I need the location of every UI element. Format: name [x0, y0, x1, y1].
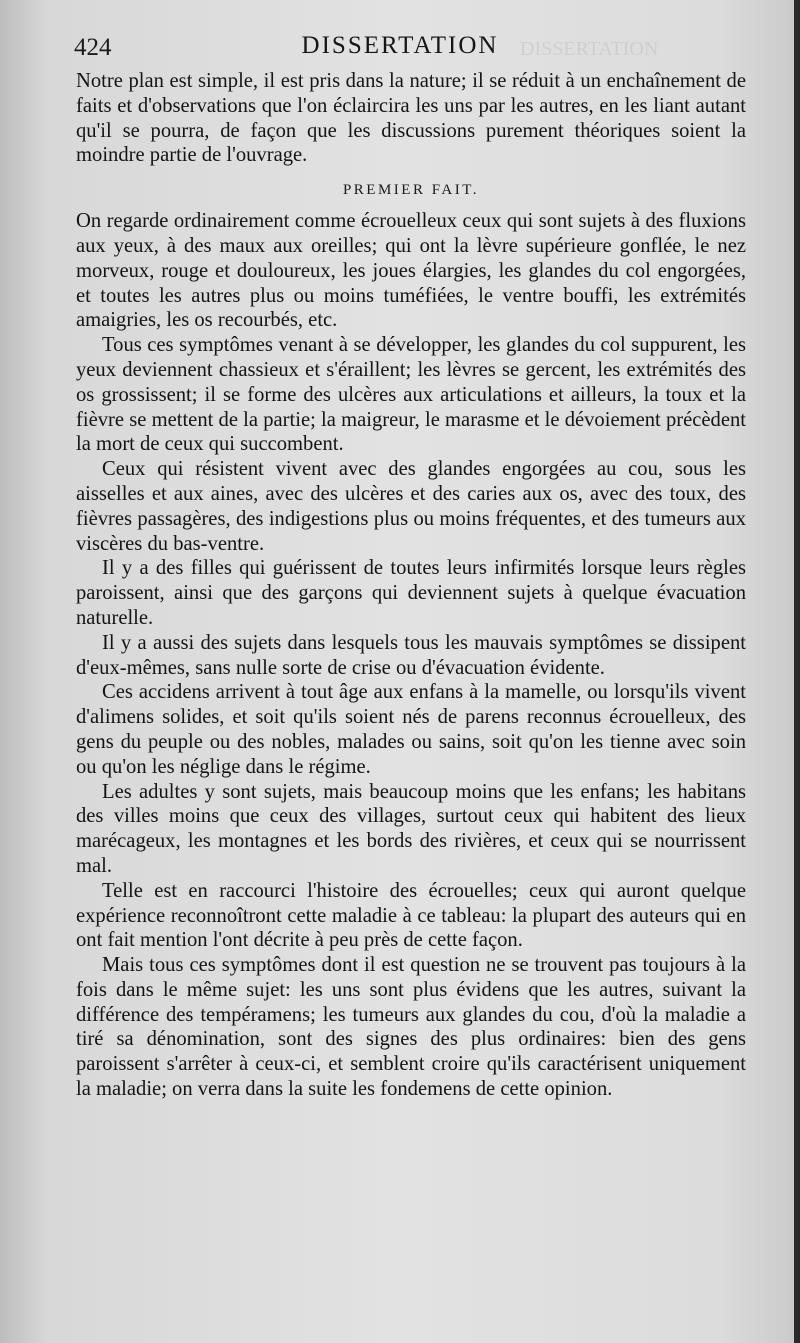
page-header: [0, 30, 800, 64]
page-edge-shadow: [794, 0, 800, 1343]
paragraph: On regarde ordinairement comme écrouelleux ceux qui sont sujets à des fluxions aux yeux, à des maux aux oreilles; qui ont la lèvre supérieure gonflée, le nez morveux, rouge et douloureux, les joues élargies, les glandes du col engorgées, et toutes les autres plus ou moins tuméfiées, le ventre bouffi, les extrémités amaigries, les os recourbés, etc.: [76, 210, 746, 332]
page-number: 424: [74, 34, 112, 61]
opening-paragraph: Notre plan est simple, il est pris dans la nature; il se réduit à un enchaînement de faits et d'observations que l'on éclaircira les uns par les autres, en les liant autant qu'il se pourra, de façon que les discussions purement théoriques soient la moindre partie de l'ouvrage.: [76, 70, 746, 167]
paragraph: Ceux qui résistent vivent avec des glandes engorgées au cou, sous les aisselles et aux aines, avec des ulcères et des caries aux os, avec des toux, des fièvres passagères, des indigestions plus ou moins fréquentes, et des tumeurs aux viscères du bas-ventre.: [76, 458, 746, 555]
section-heading: PREMIER FAIT.: [342, 182, 480, 199]
paragraph: Ces accidens arrivent à tout âge aux enfans à la mamelle, ou lorsqu'ils vivent d'alimens solides, et soit qu'ils soient nés de parens reconnus écrouelleux, des gens du peuple ou des nobles, malades ou sains, soit qu'on les tienne avec soin ou qu'on les néglige dans le régime.: [76, 681, 746, 778]
show-through-text: DISSERTATION: [520, 38, 659, 60]
paragraph: Telle est en raccourci l'histoire des écrouelles; ceux qui auront quelque expérience reconnoîtront cette maladie à ce tableau: la plupart des auteurs qui en ont fait mention l'ont décrite à peu près de cette façon.: [76, 879, 746, 952]
paragraph: Tous ces symptômes venant à se développer, les glandes du col suppurent, les yeux deviennent chassieux et s'éraillent; les lèvres se gercent, les extrémités des os grossissent; il se forme des ulcères aux articulations et ailleurs, la toux et la fièvre se mettent de la partie; la maigreur, le marasme et le dévoiement précèdent la mort de ceux qui succombent.: [76, 334, 746, 456]
running-head: DISSERTATION: [301, 32, 499, 59]
paragraph: Mais tous ces symptômes dont il est question ne se trouvent pas toujours à la fois dans le même sujet: les uns sont plus évidens que les autres, suivant la différence des tempéramens; les tumeurs aux glandes du cou, d'où la maladie a tiré sa dénomination, sont des signes des plus ordinaires: bien des gens paroissent s'arrêter à ceux-ci, et semblent croire qu'ils caractérisent uniquement la maladie; on verra dans la suite les fondemens de cette opinion.: [76, 954, 746, 1101]
paragraph: Il y a des filles qui guérissent de toutes leurs infirmités lorsque leurs règles paroissent, ainsi que des garçons qui deviennent sujets à quelque évacuation naturelle.: [76, 557, 746, 629]
paragraph: Les adultes y sont sujets, mais beaucoup moins que les enfans; les habitans des villes moins que ceux des villages, surtout ceux qui habitent des lieux marécageux, les montagnes et les bords des rivières, et ceux qui se nourrissent mal.: [76, 780, 746, 877]
page-body: [76, 69, 746, 1102]
paragraph: Il y a aussi des sujets dans lesquels tous les mauvais symptômes se dissipent d'eux-mêmes, sans nulle sorte de crise ou d'évacuation évidente.: [76, 631, 746, 679]
